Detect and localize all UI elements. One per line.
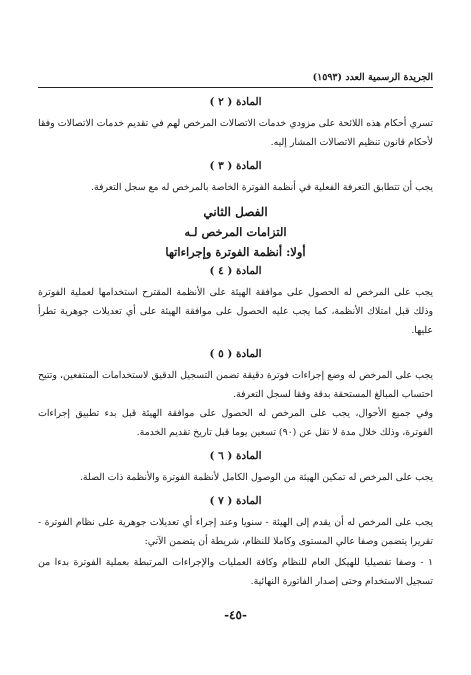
section-title: أولا: أنظمة الفوترة وإجراءاتها xyxy=(165,245,306,259)
article-4-title: المادة ( ٤ ) xyxy=(209,265,262,277)
article-2-body: تسري أحكام هذه اللائحة على مزودي خدمات الاتصالات المرخص لهم في تقديم خدمات الاتصالات وفقا لأحكام قانون تنظيم الاتصالات المشار إليه. xyxy=(38,118,433,148)
article-6-body: يجب على المرخص له تمكين الهيئة من الوصول الكامل لأنظمة الفوترة والأنظمة ذات الصلة. xyxy=(79,472,433,483)
article-6-title: المادة ( ٦ ) xyxy=(209,450,262,462)
issue-label: الجريدة الرسمية العدد (١٥٩٣) xyxy=(312,72,433,83)
article-5-body: يجب على المرخص له وضع إجراءات فوترة دقيقة تضمن التسجيل الدقيق لاستخدامات المنتفعين، وتتيح احتساب المبالغ المستحقة بدقة وفقا لسجل التعرفة. xyxy=(38,370,433,400)
page-header xyxy=(38,70,433,86)
article-3-title: المادة ( ٣ ) xyxy=(209,160,262,172)
article-5-title: المادة ( ٥ ) xyxy=(209,348,262,360)
article-5-body-2: وفي جميع الأحوال، يجب على المرخص له الحصول على موافقة الهيئة قبل بدء تطبيق إجراءات الفوترة، وذلك خلال مدة لا تقل عن (٩٠) تسعين يوما قبل تاريخ تقديم الخدمة. xyxy=(38,408,433,438)
article-3-body: يجب أن تتطابق التعرفة الفعلية في أنظمة الفوترة الخاصة بالمرخص له مع سجل التعرفة. xyxy=(91,182,433,193)
article-7-title: المادة ( ٧ ) xyxy=(209,495,262,507)
chapter-title: التزامات المرخص لـه xyxy=(184,225,287,239)
article-2-title: المادة ( ٢ ) xyxy=(209,96,262,108)
article-4-body: يجب على المرخص له الحصول على موافقة الهيئة على الأنظمة المقترح استخدامها لعملية الفوترة وذلك قبل امتلاك الأنظمة، كما يجب عليه الحصول على موافقة الهيئة على أي تعديلات جوهرية تطرأ عليها. xyxy=(38,287,433,336)
article-7-body: يجب على المرخص له أن يقدم إلى الهيئة - سنويا وعند إجراء أي تعديلات جوهرية على نظام الفوترة - تقريرا يتضمن وصفا عالي المستوى وكاملا للنظام، شريطة أن يتضمن الآتي: xyxy=(38,517,433,547)
document-body xyxy=(38,92,433,599)
chapter-heading: الفصل الثاني xyxy=(203,205,268,219)
article-7-item-1: ١ - وصفا تفصيليا للهيكل العام للنظام وكافة العمليات والإجراءات المرتبطة بعملية الفوترة بدءا من تسجيل الاستخدام وحتى إصدار الفاتورة النهائية. xyxy=(38,557,433,587)
header-rule xyxy=(38,87,433,88)
page-number: -٤٥- xyxy=(224,608,247,622)
